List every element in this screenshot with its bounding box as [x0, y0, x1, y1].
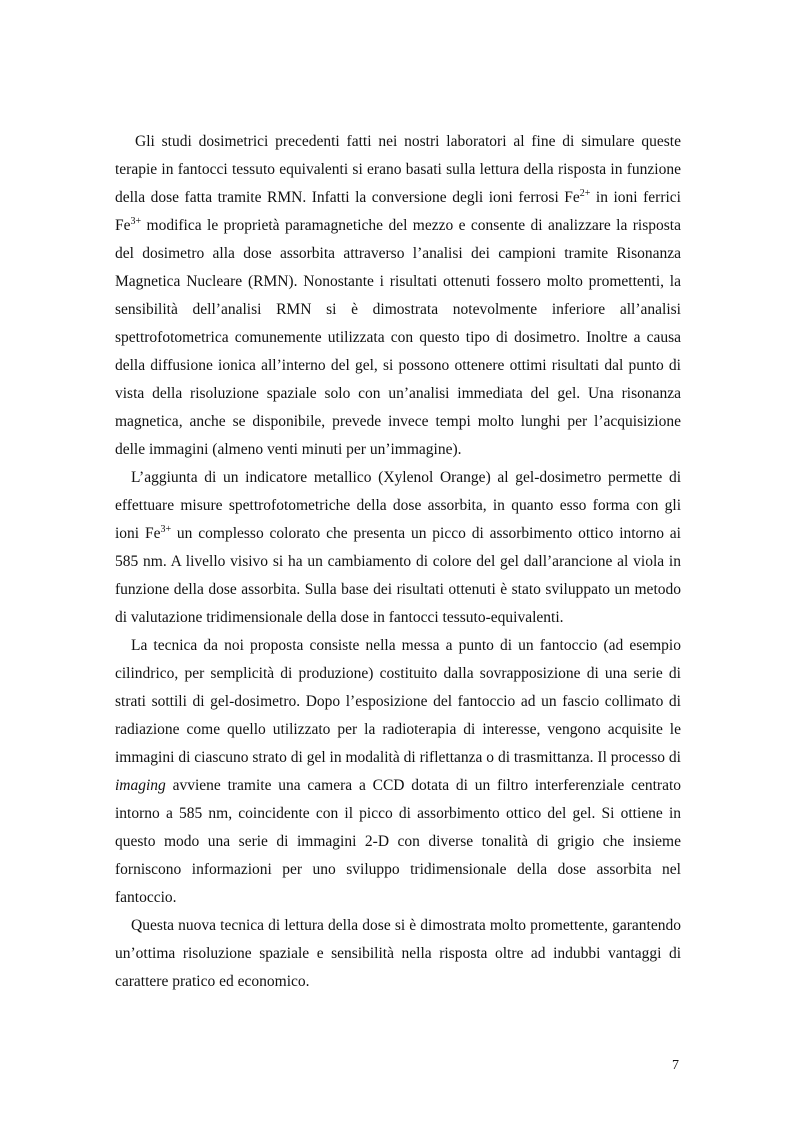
paragraph-4: [115, 912, 681, 996]
p1-superscript-fe2: 2+: [579, 188, 591, 199]
p1-text-1: Gli studi dosimetrici precedenti fatti nei nostri laboratori al fine di simulare queste terapie in fantocci tessuto equivalenti si erano basati sulla lettura della risposta in funzione della dose fatta tramite RMN. Infatti la conversione degli ioni ferrosi Fe: [115, 133, 681, 206]
paragraph-1: [115, 128, 681, 464]
p2-text-1: L’aggiunta di un indicatore metallico (Xylenol Orange) al gel-dosimetro permette di effettuare misure spettrofotometriche della dose assorbita, in quanto esso forma con gli ioni Fe: [115, 469, 681, 542]
p2-text-2: un complesso colorato che presenta un picco di assorbimento ottico intorno ai 585 nm. A livello visivo si ha un cambiamento di colore del gel dall’arancione al viola in funzione della dose assorbita. Sulla base dei risultati ottenuti è stato sviluppato un metodo di valutazione tridimensionale della dose in fantocci tessuto-equivalenti.: [115, 525, 681, 626]
p3-emphasis-imaging: imaging: [115, 777, 166, 794]
p1-superscript-fe3: 3+: [130, 216, 142, 227]
p1-text-3: modifica le proprietà paramagnetiche del mezzo e consente di analizzare la risposta del dosimetro alla dose assorbita attraverso l’analisi dei campioni tramite Risonanza Magnetica Nucleare (RMN). Nonostante i risultati ottenuti fossero molto promettenti, la sensibilità dell’analisi RMN si è dimostrata notevolmente inferiore all’analisi spettrofotometrica comunemente utilizzata con questo tipo di dosimetro. Inoltre a causa della diffusione ionica all’interno del gel, si possono ottenere ottimi risultati dal punto di vista della risoluzione spaziale solo con un’analisi immediata del gel. Una risonanza magnetica, anche se disponibile, prevede invece tempi molto lunghi per l’acquisizione delle immagini (almeno venti minuti per un’immagine).: [115, 217, 681, 458]
p2-superscript-fe3: 3+: [160, 524, 172, 535]
p1-text-2: in ioni ferrici Fe: [115, 189, 681, 234]
page-number: 7: [672, 1058, 679, 1073]
p3-text-1: La tecnica da noi proposta consiste nella messa a punto di un fantoccio (ad esempio cilindrico, per semplicità di produzione) costituito dalla sovrapposizione di una serie di strati sottili di gel-dosimetro. Dopo l’esposizione del fantoccio ad un fascio collimato di radiazione come quello utilizzato per la radioterapia di interesse, vengono acquisite le immagini di ciascuno strato di gel in modalità di riflettanza o di trasmittanza. Il processo di: [115, 637, 681, 766]
p4-text-1: Questa nuova tecnica di lettura della dose si è dimostrata molto promettente, garantendo un’ottima risoluzione spaziale e sensibilità nella risposta oltre ad indubbi vantaggi di carattere pratico ed economico.: [115, 917, 681, 990]
paragraph-2: [115, 464, 681, 632]
page-body: [115, 128, 681, 996]
paragraph-3: [115, 632, 681, 912]
p3-text-2: avviene tramite una camera a CCD dotata di un filtro interferenziale centrato intorno a 585 nm, coincidente con il picco di assorbimento ottico del gel. Si ottiene in questo modo una serie di immagini 2-D con diverse tonalità di grigio che insieme forniscono informazioni per uno sviluppo tridimensionale della dose assorbita nel fantoccio.: [115, 777, 681, 906]
